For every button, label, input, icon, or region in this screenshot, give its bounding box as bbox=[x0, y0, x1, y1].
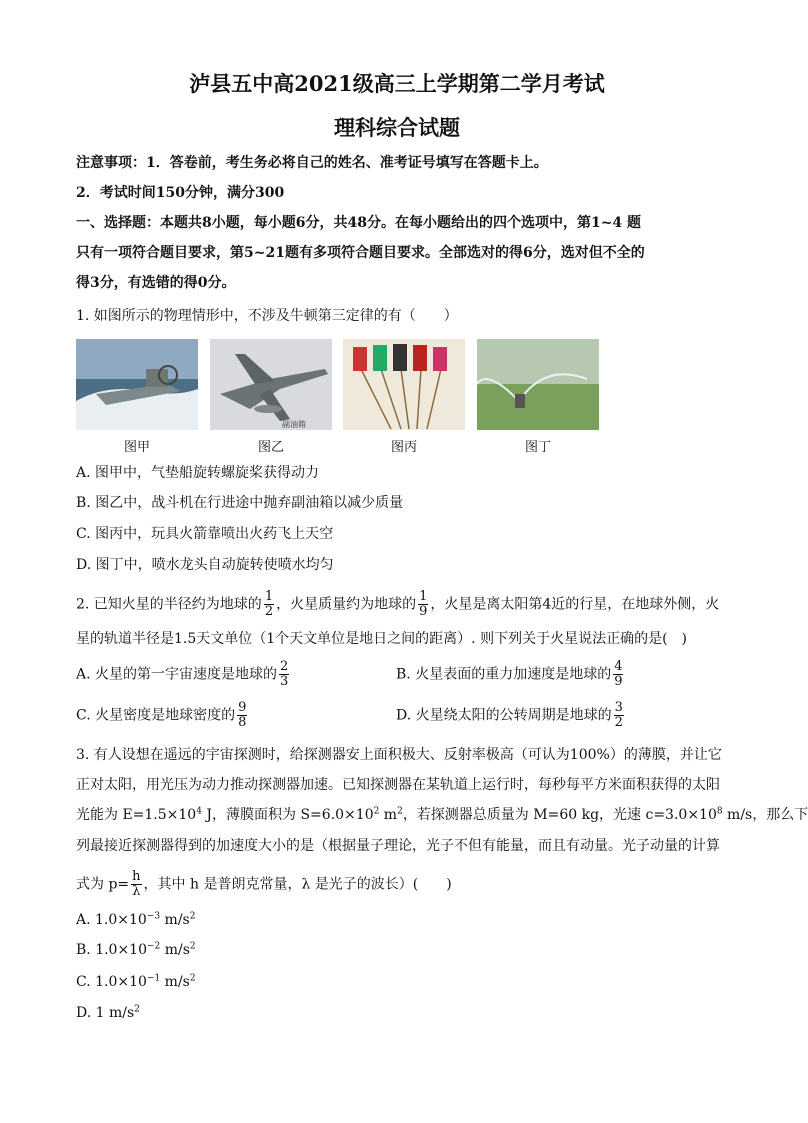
q1-stem: 1. 如图所示的物理情形中，不涉及牛顿第三定律的有（ ） bbox=[76, 308, 458, 324]
superscript: 4 bbox=[196, 806, 202, 817]
notice-line-1: 注意事项：1．答卷前，考生务必将自己的姓名、准考证号填写在答题卡上。 bbox=[76, 155, 548, 171]
q3-text: ，其中 h 是普朗克常量，λ 是光子的波长）( ) bbox=[143, 876, 452, 893]
frac-den: 8 bbox=[238, 715, 247, 730]
q3-d-text: D. 1 m/s bbox=[76, 1005, 135, 1021]
q3-stem-line-2: 正对太阳，用光压为动力推动探测器加速。已知探测器在某轨道上运行时，每秒每平方米面积获得的太阳 bbox=[76, 777, 720, 793]
frac-num: 4 bbox=[614, 659, 623, 674]
q2-stem-line-2: 星的轨道半径是1.5天文单位（1个天文单位是地日之间的距离）. 则下列关于火星说法正确的是( ) bbox=[76, 631, 687, 647]
q2-option-a bbox=[76, 660, 376, 689]
q2-text-b: ，火星质量约为地球的 bbox=[276, 596, 417, 613]
unit: m/s bbox=[160, 942, 190, 958]
superscript: −2 bbox=[147, 941, 161, 952]
frac-num: 3 bbox=[614, 700, 623, 715]
superscript: 2 bbox=[397, 806, 403, 817]
unit: m/s bbox=[160, 974, 190, 990]
frac-den: 2 bbox=[614, 715, 623, 730]
exam-title: 泸县五中高2021级高三上学期第二学月考试 bbox=[189, 71, 605, 96]
section-instructions-3: 得3分，有选错的得0分。 bbox=[76, 275, 236, 291]
superscript: 2 bbox=[373, 806, 380, 817]
fraction-d bbox=[614, 701, 624, 730]
q3-b-text: B. 1.0×10 bbox=[76, 942, 147, 958]
superscript: −1 bbox=[146, 973, 161, 984]
q1-option-c: C. 图丙中，玩具火箭靠喷出火药飞上天空 bbox=[76, 526, 334, 542]
frac-den: 9 bbox=[419, 604, 428, 619]
q3-option-a bbox=[76, 910, 726, 930]
exam-subtitle: 理科综合试题 bbox=[334, 115, 460, 140]
toy-rockets-image bbox=[343, 339, 465, 430]
caption-jia: 图甲 bbox=[123, 440, 150, 455]
q2-text-c: ，火星是离太阳第4近的行星，在地球外侧，火 bbox=[430, 596, 720, 613]
q3-option-c bbox=[76, 972, 726, 992]
q3-stem-line-3 bbox=[76, 805, 808, 825]
q1-option-a: A. 图甲中，气垫船旋转螺旋桨获得动力 bbox=[76, 465, 320, 481]
caption-ding: 图丁 bbox=[524, 440, 551, 455]
q3-a-text: A. 1.0×10 bbox=[76, 912, 147, 928]
unit: m/s bbox=[160, 912, 190, 928]
q3-c-text: C. 1.0×10 bbox=[76, 974, 147, 990]
frac-num: 2 bbox=[280, 659, 289, 674]
section-instructions-2: 只有一项符合题目要求，第5~21题有多项符合题目要求。全部选对的得6分，选对但不全的 bbox=[76, 245, 645, 261]
fraction-b bbox=[613, 660, 623, 689]
sprinkler-image bbox=[477, 339, 599, 430]
q3-text: 光能为 E=1.5×10 bbox=[76, 807, 197, 823]
frac-den: 2 bbox=[264, 604, 274, 619]
q2-c-text: C. 火星密度是地球密度的 bbox=[76, 707, 236, 724]
q3-option-b bbox=[76, 940, 726, 960]
frac-den: λ bbox=[132, 884, 141, 899]
q2-text-a: 2. 已知火星的半径约为地球的 bbox=[76, 596, 262, 613]
frac-num: 1 bbox=[419, 589, 428, 604]
q3-stem-line-5 bbox=[76, 870, 726, 899]
superscript: −3 bbox=[146, 911, 161, 922]
caption-bing: 图丙 bbox=[390, 440, 417, 455]
notice-line-2: 2．考试时间150分钟，满分300 bbox=[76, 185, 285, 201]
q3-text: 式为 p= bbox=[76, 876, 130, 893]
caption-yi: 图乙 bbox=[257, 440, 284, 455]
fraction-radius bbox=[264, 590, 274, 619]
frac-num: h bbox=[132, 869, 141, 884]
superscript: 2 bbox=[189, 911, 196, 922]
q2-a-text: A. 火星的第一宇宙速度是地球的 bbox=[76, 666, 278, 683]
q1-option-b: B. 图乙中，战斗机在行进途中抛弃副油箱以减少质量 bbox=[76, 495, 404, 511]
hovercraft-image bbox=[76, 339, 198, 430]
q3-text: m/s，那么下 bbox=[722, 807, 808, 823]
q3-text: J，薄膜面积为 S=6.0×10 bbox=[201, 807, 374, 823]
q2-stem-line-1 bbox=[76, 590, 726, 619]
q2-option-d bbox=[396, 701, 716, 730]
q2-d-text: D. 火星绕太阳的公转周期是地球的 bbox=[396, 707, 612, 724]
fraction-a bbox=[279, 660, 289, 689]
superscript: 2 bbox=[189, 973, 196, 984]
q3-option-d bbox=[76, 1003, 726, 1023]
frac-num: 9 bbox=[238, 700, 247, 715]
q3-stem-line-4: 列最接近探测器得到的加速度大小的是（根据量子理论，光子不但有能量，而且有动量。光子动量的计算 bbox=[76, 838, 720, 854]
q3-text: m bbox=[379, 807, 398, 823]
q1-option-d: D. 图丁中，喷水龙头自动旋转使喷水均匀 bbox=[76, 557, 334, 573]
q2-b-text: B. 火星表面的重力加速度是地球的 bbox=[396, 666, 612, 683]
q3-text: ，若探测器总质量为 M=60 kg，光速 c=3.0×10 bbox=[402, 807, 717, 823]
q2-option-c bbox=[76, 701, 376, 730]
frac-den: 9 bbox=[614, 674, 623, 689]
superscript: 2 bbox=[134, 1004, 140, 1015]
frac-num: 1 bbox=[264, 589, 274, 604]
fraction-momentum bbox=[131, 870, 141, 899]
superscript: 8 bbox=[716, 806, 723, 817]
q3-stem-line-1: 3. 有人设想在遥远的宇宙探测时，给探测器安上面积极大、反射率极高（可认为100%）的薄膜，并让它 bbox=[76, 747, 722, 763]
fraction-mass bbox=[418, 590, 428, 619]
frac-den: 3 bbox=[280, 674, 289, 689]
section-instructions-1: 一、选择题：本题共8小题，每小题6分，共48分。在每小题给出的四个选项中，第1~4 题 bbox=[76, 215, 642, 231]
fraction-c bbox=[237, 701, 247, 730]
drop-tank-label: 副油箱 bbox=[282, 420, 306, 429]
fighter-jet-image bbox=[210, 339, 332, 430]
superscript: 2 bbox=[189, 941, 196, 952]
q2-option-b bbox=[396, 660, 716, 689]
